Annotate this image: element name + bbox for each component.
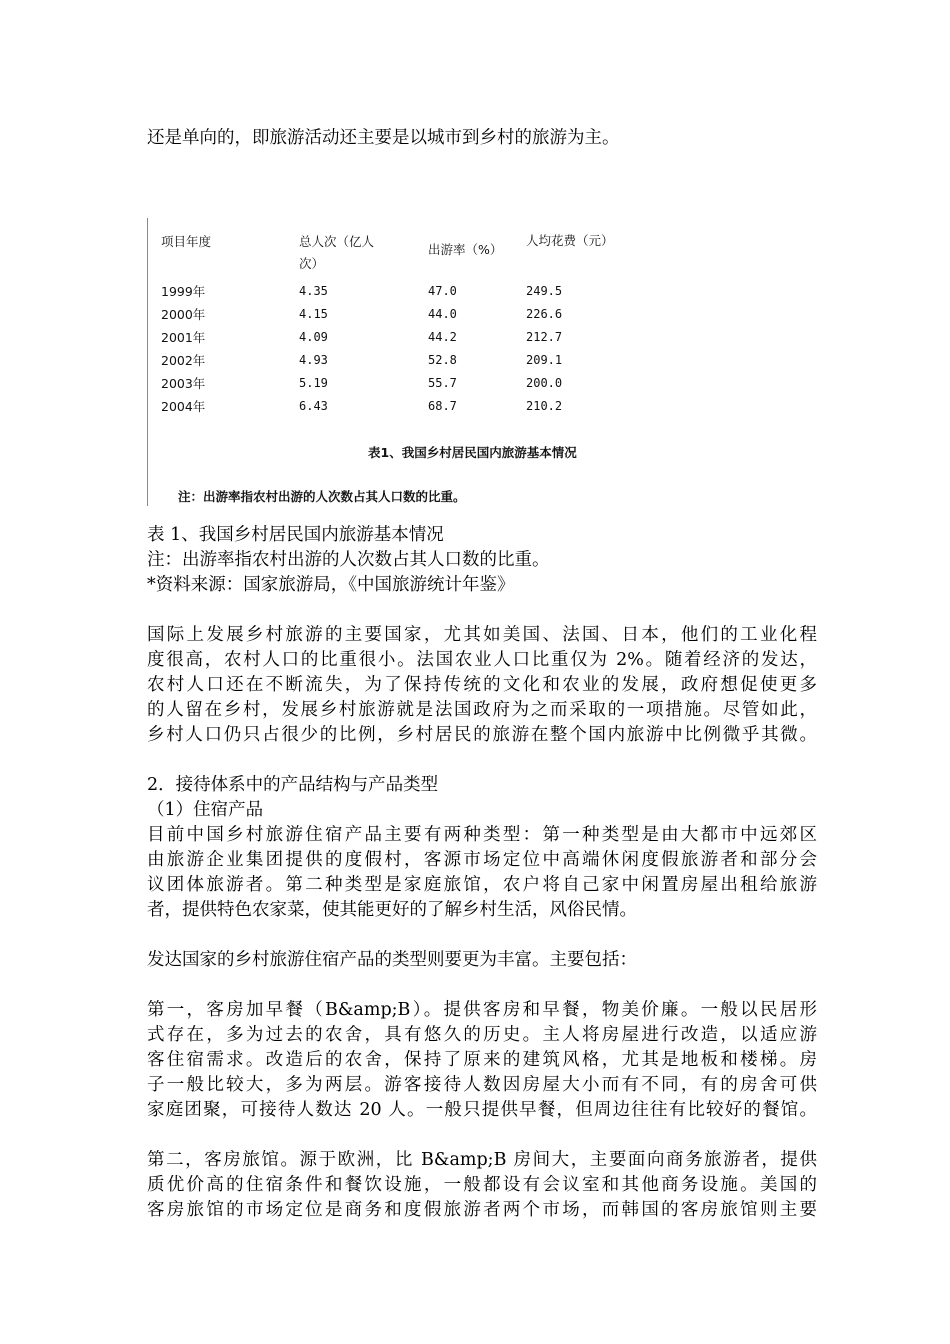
table-row-1-year: 2000年 — [161, 307, 206, 322]
paragraph-5-line: 第二，客房旅馆。源于欧洲，比 B&amp;B 房间大，主要面向商务旅游者，提供 — [147, 1150, 817, 1170]
table-header-spend: 人均花费（元） — [526, 233, 614, 248]
paragraph-1-line: 的人留在乡村，发展乡村旅游就是法国政府为之而采取的一项措施。尽管如此， — [147, 700, 817, 720]
table-note: 注：出游率指农村出游的人次数占其人口数的比重。 — [178, 489, 466, 504]
sub-heading: （1）住宿产品 — [147, 800, 264, 820]
paragraph-1-line: 度很高，农村人口的比重很小。法国农业人口比重仅为 2%。随着经济的发达， — [147, 650, 817, 670]
paragraph-4-line: 子一般比较大，多为两层。游客接待人数因房屋大小而有不同，有的房舍可供 — [147, 1075, 817, 1095]
paragraph-2-line: 议团体旅游者。第二种类型是家庭旅馆，农户将自己家中闲置房屋出租给旅游 — [147, 875, 817, 895]
tourism-stats-table-image — [147, 218, 668, 506]
table-row-1-total: 4.15 — [299, 307, 328, 321]
paragraph-2-line: 目前中国乡村旅游住宿产品主要有两种类型：第一种类型是由大都市中远郊区 — [147, 825, 817, 845]
table-row-4-rate: 55.7 — [428, 376, 457, 390]
paragraph-1-line: 国际上发展乡村旅游的主要国家，尤其如美国、法国、日本，他们的工业化程 — [147, 625, 817, 645]
table-header-total: 总人次（亿人 — [299, 234, 375, 249]
table-row-2-rate: 44.2 — [428, 330, 457, 344]
table-row-4-year: 2003年 — [161, 376, 206, 391]
table-row-0-spend: 249.5 — [526, 284, 563, 298]
table-row-2-total: 4.09 — [299, 330, 328, 344]
paragraph-4-line: 第一，客房加早餐（B&amp;B）。提供客房和早餐，物美价廉。一般以民居形 — [147, 1000, 817, 1020]
table-row-3-year: 2002年 — [161, 353, 206, 368]
table-row-3-rate: 52.8 — [428, 353, 457, 367]
table-row-4-total: 5.19 — [299, 376, 328, 390]
table-row-5-spend: 210.2 — [526, 399, 563, 413]
table-caption: 表1、我国乡村居民国内旅游基本情况 — [368, 445, 577, 460]
table-row-3-total: 4.93 — [299, 353, 328, 367]
table-row-3-spend: 209.1 — [526, 353, 563, 367]
table-row-5-rate: 68.7 — [428, 399, 457, 413]
paragraph-5-line: 客房旅馆的市场定位是商务和度假旅游者两个市场，而韩国的客房旅馆则主要 — [147, 1200, 817, 1220]
source-line: *资料来源：国家旅游局，《中国旅游统计年鉴》 — [147, 575, 515, 595]
table-row-1-rate: 44.0 — [428, 307, 457, 321]
table-header-total-cont: 次） — [299, 256, 325, 271]
table-header-rate: 出游率（%） — [428, 242, 503, 257]
paragraph-2-line: 者，提供特色农家菜，使其能更好的了解乡村生活，风俗民情。 — [147, 900, 637, 920]
table-row-5-year: 2004年 — [161, 399, 206, 414]
table-row-4-spend: 200.0 — [526, 376, 563, 390]
section-heading: 2．接待体系中的产品结构与产品类型 — [147, 775, 439, 795]
paragraph-1-line: 农村人口还在不断流失，为了保持传统的文化和农业的发展，政府想促使更多 — [147, 675, 817, 695]
note-line: 注：出游率指农村出游的人次数占其人口数的比重。 — [147, 550, 550, 570]
paragraph-2-line: 由旅游企业集团提供的度假村，客源市场定位中高端休闲度假旅游者和部分会 — [147, 850, 817, 870]
paragraph-4-line: 式存在，多为过去的农舍，具有悠久的历史。主人将房屋进行改造，以适应游 — [147, 1025, 817, 1045]
table-row-2-spend: 212.7 — [526, 330, 563, 344]
table-row-0-total: 4.35 — [299, 284, 328, 298]
paragraph-3: 发达国家的乡村旅游住宿产品的类型则要更为丰富。主要包括： — [147, 950, 637, 970]
paragraph-1-line: 乡村人口仍只占很少的比例，乡村居民的旅游在整个国内旅游中比例微乎其微。 — [147, 725, 817, 745]
intro-line: 还是单向的，即旅游活动还主要是以城市到乡村的旅游为主。 — [147, 128, 620, 148]
paragraph-4-line: 客住宿需求。改造后的农舍，保持了原来的建筑风格，尤其是地板和楼梯。房 — [147, 1050, 817, 1070]
table-row-5-total: 6.43 — [299, 399, 328, 413]
paragraph-4-line: 家庭团聚，可接待人数达 20 人。一般只提供早餐，但周边往往有比较好的餐馆。 — [147, 1100, 817, 1120]
table-row-0-rate: 47.0 — [428, 284, 457, 298]
caption-line: 表 1、我国乡村居民国内旅游基本情况 — [147, 525, 444, 545]
table-row-1-spend: 226.6 — [526, 307, 563, 321]
paragraph-5-line: 质优价高的住宿条件和餐饮设施，一般都设有会议室和其他商务设施。美国的 — [147, 1175, 817, 1195]
table-row-2-year: 2001年 — [161, 330, 206, 345]
table-row-0-year: 1999年 — [161, 284, 206, 299]
table-header-year: 项目年度 — [161, 234, 212, 249]
